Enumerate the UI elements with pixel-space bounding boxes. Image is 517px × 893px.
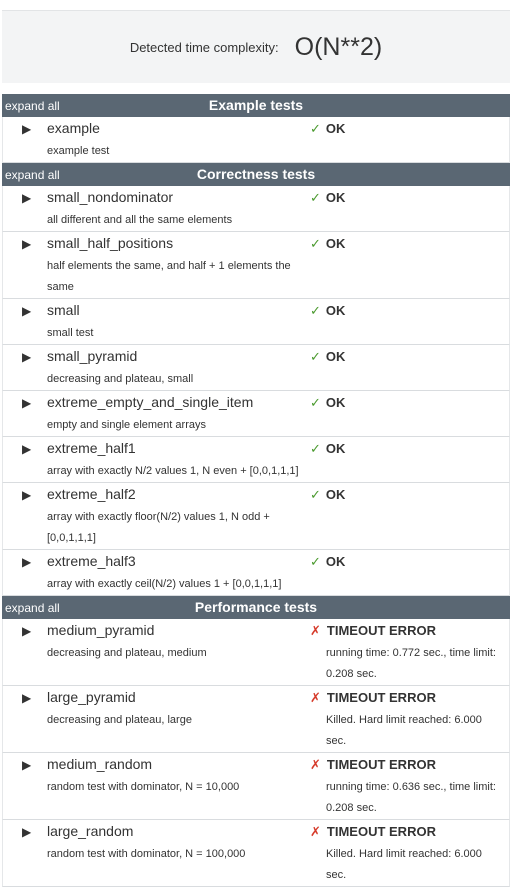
test-name: extreme_half2 — [47, 486, 136, 502]
cross-icon: ✗ — [310, 623, 321, 638]
status-text: OK — [325, 554, 346, 569]
group-header — [2, 596, 510, 619]
expand-all-link[interactable]: expand all — [5, 601, 60, 615]
status-detail: running time: 0.772 sec., time limit: 0.208 sec. — [326, 647, 496, 680]
test-name: medium_random — [47, 756, 153, 772]
test-description: decreasing and plateau, small — [47, 373, 194, 385]
status-text: OK — [325, 441, 346, 456]
test-name: small_pyramid — [47, 348, 138, 364]
status-detail: Killed. Hard limit reached: 6.000 sec. — [326, 848, 482, 881]
check-icon: ✓ — [310, 121, 321, 136]
test-status — [310, 236, 345, 252]
triangle-right-icon[interactable]: ▶ — [22, 396, 32, 410]
test-status — [310, 487, 345, 503]
test-status — [310, 349, 345, 365]
test-status — [310, 824, 436, 840]
triangle-right-icon[interactable]: ▶ — [22, 691, 32, 705]
cross-icon: ✗ — [310, 690, 321, 705]
test-name: large_random — [47, 823, 134, 839]
group-title: Example tests — [208, 97, 304, 113]
test-row[interactable] — [2, 345, 510, 391]
check-icon: ✓ — [310, 190, 321, 205]
test-row[interactable] — [2, 483, 510, 550]
test-status — [310, 395, 345, 411]
complexity-label: Detected time complexity: — [129, 39, 279, 55]
test-row[interactable] — [2, 437, 510, 483]
test-status — [310, 441, 345, 457]
test-row[interactable] — [2, 820, 510, 887]
test-name: extreme_half3 — [47, 553, 136, 569]
test-status — [310, 121, 345, 137]
status-text: OK — [325, 236, 346, 251]
complexity-panel — [2, 10, 510, 83]
status-text: OK — [325, 349, 346, 364]
test-description: example test — [47, 145, 110, 157]
test-description: random test with dominator, N = 10,000 — [47, 781, 240, 793]
group-header — [2, 94, 510, 117]
status-detail: Killed. Hard limit reached: 6.000 sec. — [326, 714, 482, 747]
status-text: OK — [325, 121, 346, 136]
test-description: empty and single element arrays — [47, 419, 206, 431]
triangle-right-icon[interactable]: ▶ — [22, 555, 32, 569]
test-description: array with exactly floor(N/2) values 1, N odd + [0,0,1,1,1] — [47, 511, 270, 544]
test-status — [310, 623, 436, 639]
triangle-right-icon[interactable]: ▶ — [22, 488, 32, 502]
test-description: small test — [47, 327, 94, 339]
status-detail: running time: 0.636 sec., time limit: 0.208 sec. — [326, 781, 496, 814]
complexity-value: O(N**2) — [294, 32, 383, 61]
check-icon: ✓ — [310, 349, 321, 364]
triangle-right-icon[interactable]: ▶ — [22, 350, 32, 364]
triangle-right-icon[interactable]: ▶ — [22, 758, 32, 772]
expand-all-link[interactable]: expand all — [5, 99, 60, 113]
test-name: large_pyramid — [47, 689, 136, 705]
test-status — [310, 554, 345, 570]
status-text: OK — [325, 395, 346, 410]
test-report — [2, 94, 510, 887]
test-row[interactable] — [2, 619, 510, 686]
test-name: extreme_empty_and_single_item — [47, 394, 254, 410]
check-icon: ✓ — [310, 441, 321, 456]
test-name: medium_pyramid — [47, 622, 155, 638]
group-title: Performance tests — [194, 599, 318, 615]
status-text: OK — [325, 487, 346, 502]
test-description: array with exactly ceil(N/2) values 1 + [0,0,1,1,1] — [47, 578, 282, 590]
test-row[interactable] — [2, 753, 510, 820]
status-text: OK — [325, 190, 346, 205]
group-header — [2, 163, 510, 186]
test-status — [310, 757, 436, 773]
test-description: decreasing and plateau, medium — [47, 647, 207, 659]
triangle-right-icon[interactable]: ▶ — [22, 825, 32, 839]
test-status — [310, 303, 345, 319]
test-name: extreme_half1 — [47, 440, 136, 456]
test-name: example — [47, 120, 100, 136]
test-description: all different and all the same elements — [47, 214, 233, 226]
test-row[interactable] — [2, 550, 510, 596]
test-name: small_half_positions — [47, 235, 174, 251]
test-description: decreasing and plateau, large — [47, 714, 192, 726]
test-name: small_nondominator — [47, 189, 174, 205]
status-text: TIMEOUT ERROR — [326, 690, 436, 705]
status-text: TIMEOUT ERROR — [326, 623, 436, 638]
expand-all-link[interactable]: expand all — [5, 168, 60, 182]
test-name: small — [47, 302, 80, 318]
test-description: array with exactly N/2 values 1, N even + [0,0,1,1,1] — [47, 465, 299, 477]
cross-icon: ✗ — [310, 757, 321, 772]
check-icon: ✓ — [310, 303, 321, 318]
triangle-right-icon[interactable]: ▶ — [22, 237, 32, 251]
check-icon: ✓ — [310, 487, 321, 502]
test-description: random test with dominator, N = 100,000 — [47, 848, 246, 860]
test-row[interactable] — [2, 299, 510, 345]
test-row[interactable] — [2, 117, 510, 163]
test-row[interactable] — [2, 232, 510, 299]
test-row[interactable] — [2, 186, 510, 232]
check-icon: ✓ — [310, 554, 321, 569]
check-icon: ✓ — [310, 395, 321, 410]
status-text: TIMEOUT ERROR — [326, 757, 436, 772]
status-text: TIMEOUT ERROR — [326, 824, 436, 839]
group-title: Correctness tests — [196, 166, 316, 182]
status-text: OK — [325, 303, 346, 318]
triangle-right-icon[interactable]: ▶ — [22, 122, 32, 136]
test-status — [310, 190, 345, 206]
triangle-right-icon[interactable]: ▶ — [22, 442, 32, 456]
test-description: half elements the same, and half + 1 elements the same — [47, 260, 291, 293]
triangle-right-icon[interactable]: ▶ — [22, 191, 32, 205]
cross-icon: ✗ — [310, 824, 321, 839]
test-row[interactable] — [2, 391, 510, 437]
check-icon: ✓ — [310, 236, 321, 251]
test-status — [310, 690, 436, 706]
test-row[interactable] — [2, 686, 510, 753]
triangle-right-icon[interactable]: ▶ — [22, 304, 32, 318]
triangle-right-icon[interactable]: ▶ — [22, 624, 32, 638]
